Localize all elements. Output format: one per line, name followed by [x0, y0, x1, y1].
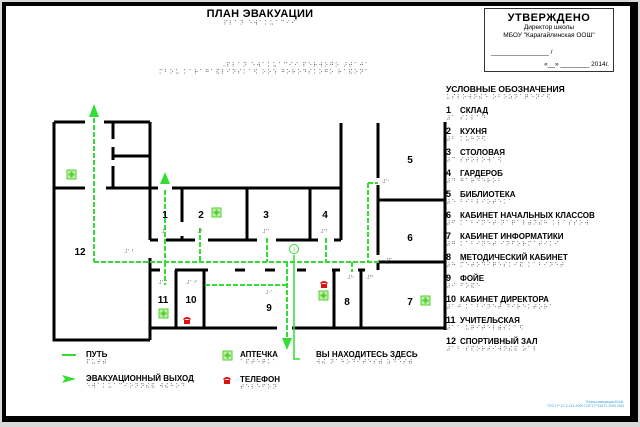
- exit-arrow-icon: [160, 172, 170, 184]
- subtitle-braille-line-2: ⠍⠃⠕⠥ ⠅⠁⠗⠁⠛⠁⠯⠇⠊⠝⠎⠅⠁⠫ ⠕⠕⠱ ⠛⠕⠗⠕⠙⠎⠅⠕⠛⠕ ⠗⠁⠯⠕⠝⠁: [158, 69, 370, 76]
- legend-item-name: БИБЛИОТЕКА: [460, 190, 516, 199]
- svg-text:⠼⠋: ⠼⠋: [385, 258, 393, 264]
- approval-signature-line: ________________ /: [491, 49, 553, 56]
- first-aid-icon: [212, 208, 221, 217]
- exit-arrow-icon: [282, 338, 292, 350]
- legend-item-braille: ⠼⠓ ⠍⠑⠞⠕⠙⠊⠟⠑⠎⠅⠊⠯ ⠅⠁⠃⠊⠝⠑⠞: [446, 262, 566, 269]
- legend-item-braille: ⠼⠁ ⠎⠅⠇⠁⠙: [446, 115, 487, 122]
- plan-title: ПЛАН ЭВАКУАЦИИ: [206, 8, 314, 20]
- legend-item-11: [446, 315, 626, 332]
- room-11-label: 11: [157, 295, 169, 306]
- evacuation-path: [94, 118, 380, 340]
- legend-item-braille: ⠼⠉ ⠎⠞⠕⠇⠕⠺⠁⠫: [446, 157, 503, 164]
- legend-item-7: [446, 231, 626, 248]
- subtitle-braille-line-1: ⠠⠏⠇⠁⠝ ⠑⠺⠁⠅⠥⠁⠉⠊⠊ ⠏⠑⠗⠺⠕⠛⠕ ⠜⠞⠁⠚⠁: [221, 62, 370, 69]
- legend-item-name: МЕТОДИЧЕСКИЙ КАБИНЕТ: [460, 253, 568, 262]
- legend: [446, 84, 626, 353]
- legend-item-9: [446, 273, 626, 290]
- footer-line-2: ГОСТ Р 12.2.143-2009 ГОСТ Р 51671-2000 ОКЗ: [547, 404, 624, 408]
- key-you-are-here-braille: ⠺⠮ ⠝⠁⠓⠕⠙⠊⠞⠑⠎⠾ ⠵⠙⠑⠎⠾: [316, 359, 414, 366]
- legend-item-number: 8: [446, 252, 452, 262]
- first-aid-icon: [222, 350, 233, 361]
- telephone-icon: [222, 375, 233, 385]
- legend-item-name: КАБИНЕТ ИНФОРМАТИКИ: [460, 232, 564, 241]
- svg-text:⠼⠑: ⠼⠑: [382, 179, 390, 185]
- approval-date: «__» ________ 2014г.: [544, 61, 609, 68]
- first-aid-icon: [67, 170, 76, 179]
- legend-item-name: КАБИНЕТ ДИРЕКТОРА: [460, 295, 549, 304]
- room-9-label: 9: [266, 303, 272, 314]
- key-path-label: ПУТЬ: [86, 350, 108, 359]
- legend-item-4: [446, 168, 626, 185]
- legend-item-braille: ⠼⠑ ⠃⠊⠃⠇⠊⠕⠞⠑⠅⠁: [446, 199, 514, 206]
- svg-text:⠼⠁⠁: ⠼⠁⠁: [158, 280, 169, 286]
- first-aid-icon: [159, 309, 168, 318]
- key-phone-braille: ⠞⠑⠇⠑⠋⠕⠝: [240, 384, 278, 391]
- approval-position: Директор школы: [523, 24, 575, 31]
- room-3-label: 3: [263, 210, 269, 221]
- key-first-aid-braille: ⠁⠏⠞⠑⠟⠅⠁: [240, 359, 278, 366]
- key-exit-braille: ⠑⠺⠁⠅⠥⠁⠉⠊⠕⠝⠝⠮⠯ ⠺⠮⠓⠕⠙: [86, 383, 187, 390]
- room-2-label: 2: [198, 210, 204, 221]
- legend-item-10: [446, 294, 626, 311]
- approval-school: МБОУ "Карагайлинская ООШ": [503, 32, 595, 39]
- svg-text:⠼⠃: ⠼⠃: [197, 229, 205, 235]
- legend-item-number: 11: [446, 315, 456, 325]
- svg-text:⠼⠙: ⠼⠙: [320, 229, 328, 235]
- svg-text:⠼⠁⠃: ⠼⠁⠃: [124, 249, 135, 255]
- legend-item-braille: ⠼⠛ ⠅⠁⠃⠊⠝⠑⠞ ⠊⠝⠋⠕⠗⠍⠁⠞⠊⠅⠊: [446, 241, 560, 248]
- legend-item-5: [446, 189, 626, 206]
- legend-item-number: 6: [446, 210, 452, 220]
- first-aid-icon: [421, 296, 430, 305]
- legend-item-name: КАБИНЕТ НАЧАЛЬНЫХ КЛАССОВ: [460, 211, 595, 220]
- key-exit: [62, 374, 194, 390]
- legend-item-number: 12: [446, 336, 457, 346]
- svg-text:⠼⠁: ⠼⠁: [161, 229, 169, 235]
- svg-text:⠼⠊: ⠼⠊: [265, 290, 273, 296]
- key-first-aid: [222, 350, 278, 366]
- legend-item-name: ФОЙЕ: [460, 274, 485, 283]
- legend-item-6: [446, 210, 626, 227]
- legend-item-number: 4: [446, 168, 452, 178]
- legend-item-number: 7: [446, 231, 452, 241]
- legend-item-braille: ⠼⠙ ⠛⠁⠗⠙⠑⠗⠕⠃: [446, 178, 503, 185]
- legend-item-name: ГАРДЕРОБ: [460, 169, 503, 178]
- telephone-icon: [183, 317, 191, 324]
- green-line-icon: [62, 350, 78, 360]
- room-10-label: 10: [185, 295, 197, 306]
- room-12-label: 12: [74, 247, 86, 258]
- room-1-label: 1: [162, 210, 168, 221]
- telephone-icon: [320, 281, 328, 288]
- exit-arrow-icon: [62, 374, 78, 384]
- legend-heading-braille: ⠥⠎⠇⠕⠺⠝⠮⠑ ⠕⠃⠕⠵⠝⠁⠟⠑⠝⠊⠫: [446, 94, 552, 101]
- room-7-label: 7: [407, 297, 413, 308]
- legend-item-braille: ⠼⠃ ⠅⠥⠓⠝⠫: [446, 136, 487, 143]
- legend-item-number: 5: [446, 189, 452, 199]
- legend-item-name: СПОРТИВНЫЙ ЗАЛ: [460, 337, 538, 346]
- legend-item-name: КУХНЯ: [460, 127, 487, 136]
- legend-item-name: СТОЛОВАЯ: [460, 148, 506, 157]
- legend-item-braille: ⠼⠁⠚ ⠅⠁⠃⠊⠝⠑⠞ ⠙⠊⠗⠑⠅⠞⠕⠗⠁: [446, 304, 555, 311]
- room-8-label: 8: [344, 297, 350, 308]
- svg-text:i: i: [293, 247, 295, 254]
- footer-line-1: Планы-эвакуации2014г.: [585, 400, 624, 404]
- svg-text:⠼⠁⠚: ⠼⠁⠚: [186, 280, 197, 286]
- legend-item-number: 3: [446, 147, 452, 157]
- approval-title: УТВЕРЖДЕНО: [507, 12, 591, 24]
- plan-title-braille: ⠏⠇⠁⠝ ⠑⠺⠁⠅⠥⠁⠉⠊⠊: [223, 20, 297, 27]
- legend-item-braille: ⠼⠁⠁ ⠥⠟⠊⠞⠑⠇⠾⠎⠅⠁⠫: [446, 325, 525, 332]
- svg-text:⠼⠉: ⠼⠉: [262, 229, 270, 235]
- footer-note: [540, 400, 624, 408]
- key-phone-label: ТЕЛЕФОН: [240, 375, 280, 384]
- key-exit-label: ЭВАКУАЦИОННЫЙ ВЫХОД: [86, 374, 194, 383]
- svg-text:⠼⠛: ⠼⠛: [366, 275, 374, 281]
- legend-item-braille: ⠼⠊ ⠋⠕⠯⠑: [446, 283, 482, 290]
- room-4-label: 4: [322, 210, 328, 221]
- legend-item-number: 2: [446, 126, 452, 136]
- room-6-label: 6: [407, 233, 413, 244]
- legend-item-2: [446, 126, 626, 143]
- legend-item-12: [446, 336, 626, 353]
- legend-item-braille: ⠼⠋ ⠅⠁⠃⠊⠝⠑⠞ ⠝⠁⠟⠁⠇⠾⠝⠮⠓ ⠅⠇⠁⠎⠎⠕⠺: [446, 220, 590, 227]
- legend-item-name: СКЛАД: [460, 106, 489, 115]
- key-you-are-here: [316, 350, 418, 366]
- legend-item-number: 9: [446, 273, 452, 283]
- legend-item-1: [446, 105, 626, 122]
- legend-item-number: 10: [446, 294, 457, 304]
- key-phone: [222, 375, 280, 391]
- legend-item-8: [446, 252, 626, 269]
- key-path: [62, 350, 108, 366]
- key-path-braille: ⠏⠥⠞⠾: [86, 359, 108, 366]
- svg-text:⠼⠓: ⠼⠓: [347, 275, 355, 281]
- key-first-aid-label: АПТЕЧКА: [240, 350, 278, 359]
- walls: [54, 122, 445, 340]
- legend-item-3: [446, 147, 626, 164]
- room-5-label: 5: [407, 155, 413, 166]
- exit-arrow-icon: [89, 104, 99, 117]
- legend-heading: УСЛОВНЫЕ ОБОЗНАЧЕНИЯ: [446, 84, 565, 94]
- first-aid-icon: [319, 291, 328, 300]
- legend-item-number: 1: [446, 105, 452, 115]
- key-you-are-here-label: ВЫ НАХОДИТЕСЬ ЗДЕСЬ: [316, 350, 418, 359]
- legend-item-name: УЧИТЕЛЬСКАЯ: [460, 316, 520, 325]
- legend-item-braille: ⠼⠁⠃ ⠎⠏⠕⠗⠞⠊⠺⠝⠮⠯ ⠵⠁⠇: [446, 346, 539, 353]
